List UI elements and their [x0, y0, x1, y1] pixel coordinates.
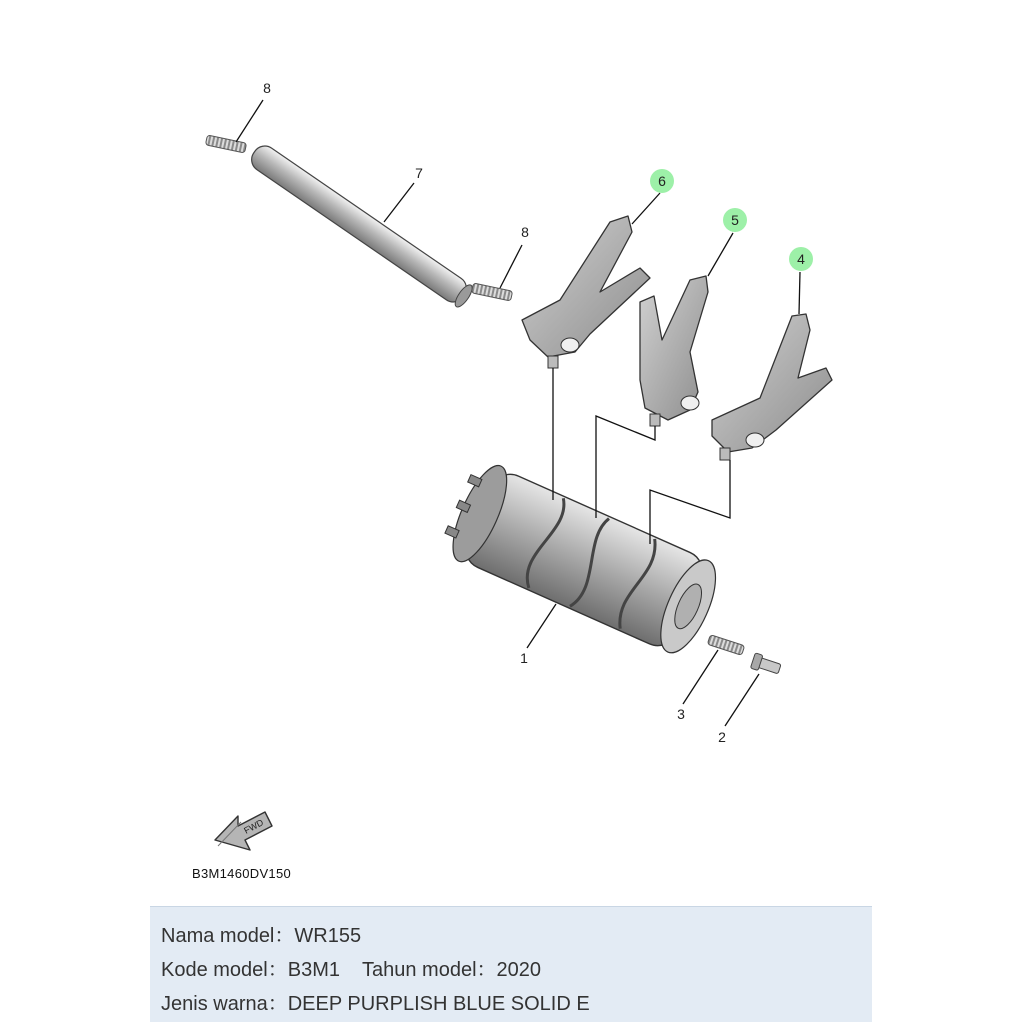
shift-fork-part-6	[522, 216, 650, 368]
model-year-value: 2020	[496, 959, 542, 981]
fwd-label: FWD	[242, 817, 266, 836]
color-label: Jenis warna：	[161, 993, 288, 1015]
color-row	[161, 987, 872, 1021]
exploded-parts-diagram	[150, 0, 872, 906]
model-name-row	[161, 919, 872, 953]
callout-1: 1	[520, 650, 528, 666]
model-name-value: WR155	[294, 925, 362, 947]
shift-fork-part-5	[640, 276, 708, 426]
model-code-label: Kode model：	[161, 959, 288, 981]
callout-4[interactable]: 4	[797, 251, 805, 267]
shift-drum-part-1	[437, 456, 728, 662]
bolt-part-2	[750, 653, 782, 677]
model-code-row	[161, 953, 872, 987]
fwd-arrow-icon	[215, 812, 272, 850]
pin-part-8-left	[205, 135, 246, 153]
callout-7: 7	[415, 165, 423, 181]
callout-3: 3	[677, 706, 685, 722]
callout-8-left: 8	[263, 80, 271, 96]
pin-part-3	[707, 635, 744, 656]
color-value: DEEP PURPLISH BLUE SOLID E	[287, 993, 590, 1015]
shift-fork-part-4	[712, 314, 832, 460]
model-name-label: Nama model：	[161, 925, 295, 947]
callout-6[interactable]: 6	[658, 173, 666, 189]
model-info-panel	[150, 906, 872, 1022]
callout-8-right: 8	[521, 224, 529, 240]
shift-fork-shaft-part-7	[247, 141, 475, 309]
model-year-label: Tahun model：	[362, 959, 497, 981]
pin-part-8-right	[471, 283, 512, 301]
model-code-value: B3M1	[287, 959, 340, 981]
callout-5[interactable]: 5	[731, 212, 739, 228]
callout-2: 2	[718, 729, 726, 745]
drawing-code: B3M1460DV150	[192, 866, 291, 881]
parts-diagram-panel	[150, 0, 872, 906]
